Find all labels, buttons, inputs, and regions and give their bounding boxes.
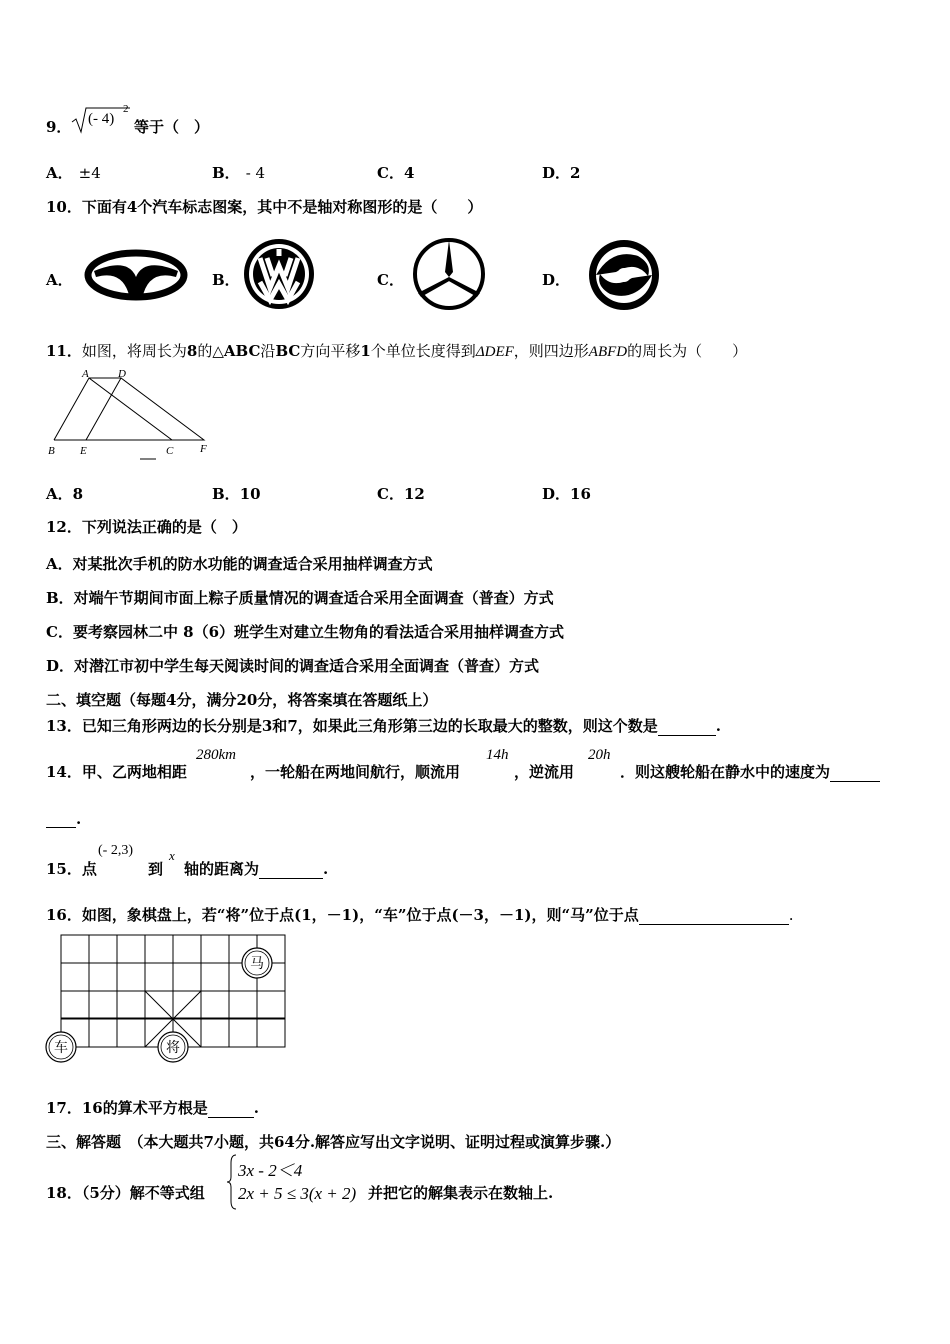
q14-time-downstream: 14h (486, 747, 509, 763)
mercedes-logo-icon (410, 237, 488, 311)
q12-option-c: C．要考察园林二中 8（6）班学生对建立生物角的看法适合采用抽样调查方式 (46, 623, 565, 641)
q11-option-c: C．12 (377, 485, 425, 503)
svg-text:车: 车 (54, 1040, 68, 1056)
piece-jiang (158, 1032, 188, 1062)
q10-option-a-label: A． (46, 271, 73, 289)
q14-part-a: 14．甲、乙两地相距 (46, 763, 187, 781)
q11-option-d: D．16 (542, 485, 591, 503)
label-c: C (166, 445, 174, 457)
q9-number: 9． (46, 118, 72, 136)
q9-option-c: C．4 (377, 164, 415, 182)
q12-stem: 12．下列说法正确的是（ ） (46, 518, 247, 536)
label-e: E (80, 445, 87, 457)
q15-axis: x (169, 848, 175, 863)
q10-stem: 10．下面有4个汽车标志图案，其中不是轴对称图形的是（ ） (46, 198, 483, 216)
q15-part-b: 到 (148, 860, 164, 878)
q18-inequality-2: 2x + 5 ≤ 3(x + 2) (238, 1184, 357, 1203)
translation-figure (44, 366, 220, 464)
q10-option-b-label: B． (212, 271, 240, 289)
q18-part-a: 18．（5分）解不等式组 (46, 1184, 205, 1202)
section-3-heading: 三、解答题 （本大题共7小题，共64分.解答应写出文字说明、证明过程或演算步骤.） (46, 1133, 621, 1151)
q12-option-b: B．对端午节期间市面上粽子质量情况的调查适合采用全面调查（普查）方式 (46, 589, 554, 607)
label-d: D (118, 368, 126, 380)
label-a: A (82, 368, 89, 380)
chessboard-figure (42, 930, 290, 1064)
q15-point: (- 2,3) (98, 843, 133, 858)
q15-part-a: 15．点 (46, 860, 97, 878)
q10-option-c-label: C． (377, 271, 404, 289)
q11-option-a: A．8 (46, 485, 84, 503)
q13: 13．已知三角形两边的长分别是3和7，如果此三角形第三边的长取最大的整数，则这个数是 . (46, 717, 721, 735)
q14-continuation: . (46, 810, 81, 828)
q9-option-a: A． ±4 (46, 164, 101, 182)
piece-che (46, 1032, 76, 1062)
q14-part-b: ，一轮船在两地间航行，顺流用 (250, 763, 461, 781)
q18-part-b: 并把它的解集表示在数轴上. (368, 1184, 554, 1202)
piece-ma (242, 948, 272, 978)
q17: 17．16的算术平方根是 . (46, 1099, 259, 1117)
q9-option-d: D．2 (542, 164, 581, 182)
q18-brace (226, 1153, 238, 1211)
q12-option-a: A．对某批次手机的防水功能的调查适合采用抽样调查方式 (46, 555, 433, 573)
svg-text:马: 马 (250, 956, 264, 972)
q11-stem: 11．如图，将周长为8的△ABC沿BC方向平移1个单位长度得到ΔDEF，则四边形ABFD的周长为（ ） (46, 342, 748, 360)
q9-stem: 等于（ ） (134, 118, 210, 136)
q14-distance: 280km (196, 747, 236, 763)
q16-stem: 16．如图，象棋盘上，若“将”位于点(1，－1)，“车”位于点(－3，－1)，则“马”位于点 . (46, 906, 794, 924)
q9-radicand: (- 4) (88, 111, 115, 127)
q14-part-c: ，逆流用 (514, 763, 575, 781)
q12-option-d: D．对潜江市初中学生每天阅读时间的调查适合采用全面调查（普查）方式 (46, 657, 540, 675)
q18-inequality-1: 3x - 2＜4 (238, 1161, 303, 1180)
section-2-heading: 二、填空题（每题4分，满分20分，将答案填在答题纸上） (46, 691, 438, 709)
q10-option-d-label: D． (542, 271, 571, 289)
q14-time-upstream: 20h (588, 747, 611, 763)
q11-option-b: B．10 (212, 485, 261, 503)
label-b: B (48, 445, 55, 457)
q15-part-c: 轴的距离为 . (184, 860, 329, 878)
q9-exponent: 2 (123, 103, 129, 115)
dongfeng-logo-icon (582, 238, 666, 312)
q9-option-b: B． - 4 (212, 164, 266, 182)
volkswagen-logo-icon (240, 236, 318, 312)
label-f: F (200, 443, 207, 455)
q14-part-d: ．则这艘轮船在静水中的速度为 (620, 761, 880, 782)
svg-text:将: 将 (166, 1040, 180, 1056)
infiniti-logo-icon (84, 247, 188, 303)
